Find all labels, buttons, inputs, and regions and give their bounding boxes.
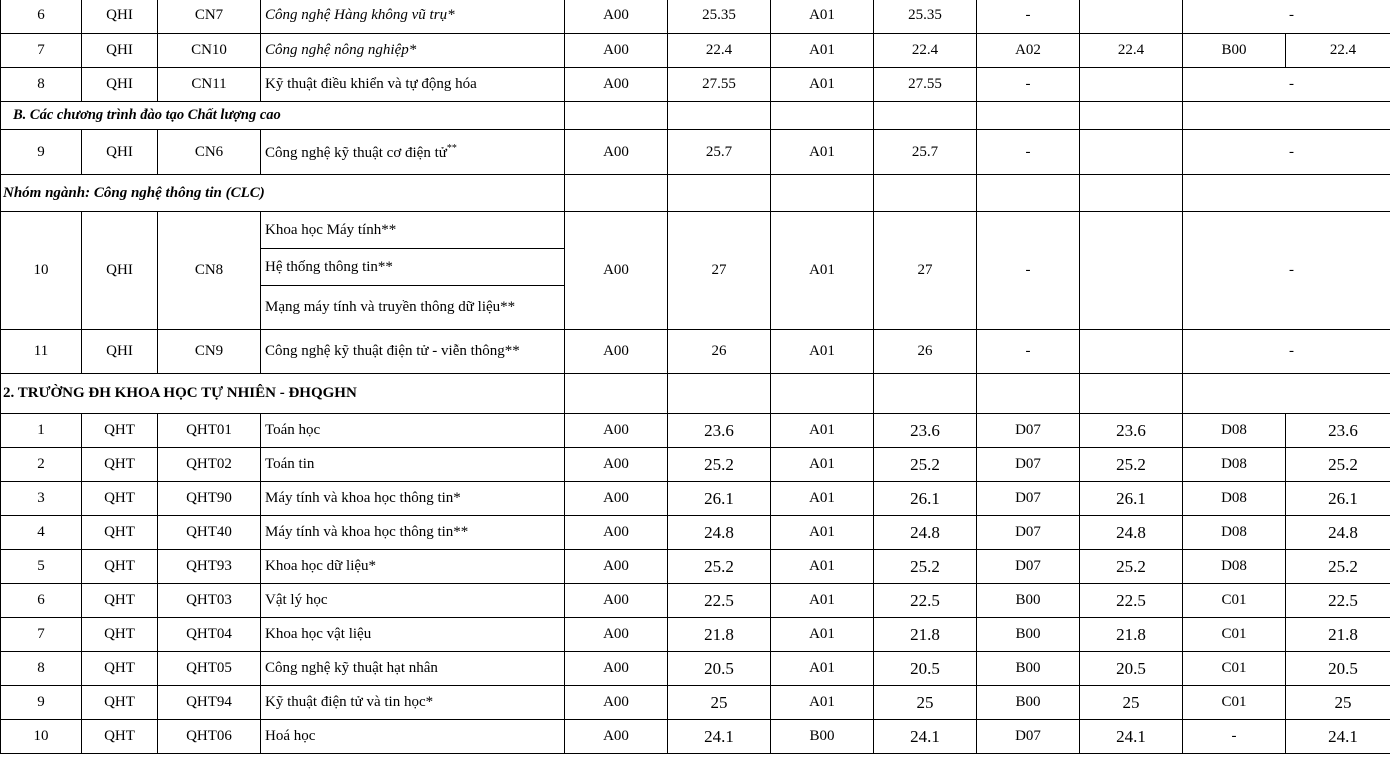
combo-2-cell: A01 bbox=[771, 0, 874, 34]
stt-cell: 7 bbox=[1, 618, 82, 652]
empty-cell bbox=[977, 102, 1080, 130]
score-2-cell: 24.1 bbox=[874, 720, 977, 754]
combo-3-cell: D07 bbox=[977, 448, 1080, 482]
score-3-cell: 25.2 bbox=[1080, 550, 1183, 584]
major-name-cell: Kỹ thuật điện tử và tin học* bbox=[261, 686, 565, 720]
combo-2-cell: A01 bbox=[771, 482, 874, 516]
major-code-cell: QHT06 bbox=[158, 720, 261, 754]
combo-2-cell: A01 bbox=[771, 68, 874, 102]
major-name-cell: Vật lý học bbox=[261, 584, 565, 618]
major-code-cell: QHT03 bbox=[158, 584, 261, 618]
empty-cell bbox=[1080, 374, 1183, 414]
score-4-cell: 25.2 bbox=[1286, 448, 1390, 482]
combo-1-cell: A00 bbox=[565, 482, 668, 516]
combo-2-cell: A01 bbox=[771, 686, 874, 720]
combo-3-cell: - bbox=[977, 0, 1080, 34]
score-2-cell: 20.5 bbox=[874, 652, 977, 686]
major-code-cell: QHT93 bbox=[158, 550, 261, 584]
combo-3-cell: D07 bbox=[977, 414, 1080, 448]
combo-4-cell: - bbox=[1183, 130, 1390, 175]
combo-1-cell: A00 bbox=[565, 130, 668, 175]
score-1-cell: 24.8 bbox=[668, 516, 771, 550]
combo-1-cell: A00 bbox=[565, 584, 668, 618]
combo-3-cell: B00 bbox=[977, 686, 1080, 720]
major-code-cell: QHT01 bbox=[158, 414, 261, 448]
table-row bbox=[1, 516, 1390, 550]
major-code-cell: CN10 bbox=[158, 34, 261, 68]
score-2-cell: 23.6 bbox=[874, 414, 977, 448]
empty-cell bbox=[874, 374, 977, 414]
empty-cell bbox=[565, 374, 668, 414]
score-4-cell: 26.1 bbox=[1286, 482, 1390, 516]
combo-4-cell: - bbox=[1183, 212, 1390, 330]
empty-cell bbox=[1183, 102, 1390, 130]
major-name-cell: Hoá học bbox=[261, 720, 565, 754]
score-1-cell: 25.35 bbox=[668, 0, 771, 34]
combo-1-cell: A00 bbox=[565, 720, 668, 754]
score-2-cell: 27.55 bbox=[874, 68, 977, 102]
stt-cell: 11 bbox=[1, 330, 82, 374]
school-code-cell: QHT bbox=[82, 618, 158, 652]
combo-3-cell: B00 bbox=[977, 618, 1080, 652]
score-2-cell: 26 bbox=[874, 330, 977, 374]
section-row bbox=[1, 102, 1390, 130]
combo-1-cell: A00 bbox=[565, 414, 668, 448]
combo-4-cell: C01 bbox=[1183, 584, 1286, 618]
table-row bbox=[1, 618, 1390, 652]
score-3-cell: 22.4 bbox=[1080, 34, 1183, 68]
empty-cell bbox=[1080, 102, 1183, 130]
section-b-title: B. Các chương trình đào tạo Chất lượng cao bbox=[1, 102, 565, 130]
major-name-cell: Toán học bbox=[261, 414, 565, 448]
score-1-cell: 25 bbox=[668, 686, 771, 720]
score-2-cell: 22.5 bbox=[874, 584, 977, 618]
stt-cell: 8 bbox=[1, 68, 82, 102]
stt-cell: 8 bbox=[1, 652, 82, 686]
empty-cell bbox=[565, 102, 668, 130]
major-code-cell: CN9 bbox=[158, 330, 261, 374]
score-3-cell: 24.8 bbox=[1080, 516, 1183, 550]
stt-cell: 10 bbox=[1, 212, 82, 330]
major-code-cell: CN7 bbox=[158, 0, 261, 34]
score-4-cell: 22.4 bbox=[1286, 34, 1390, 68]
empty-cell bbox=[668, 102, 771, 130]
combo-3-cell: D07 bbox=[977, 482, 1080, 516]
score-4-cell: 24.8 bbox=[1286, 516, 1390, 550]
score-4-cell: 25 bbox=[1286, 686, 1390, 720]
score-3-cell: 25.2 bbox=[1080, 448, 1183, 482]
group-clc-title: Nhóm ngành: Công nghệ thông tin (CLC) bbox=[1, 175, 565, 212]
score-2-cell: 24.8 bbox=[874, 516, 977, 550]
score-1-cell: 22.4 bbox=[668, 34, 771, 68]
section-row bbox=[1, 374, 1390, 414]
school-code-cell: QHT bbox=[82, 448, 158, 482]
score-1-cell: 20.5 bbox=[668, 652, 771, 686]
major-name-cell: Mạng máy tính và truyền thông dữ liệu** bbox=[261, 286, 565, 330]
empty-cell bbox=[668, 175, 771, 212]
combo-1-cell: A00 bbox=[565, 686, 668, 720]
score-1-cell: 22.5 bbox=[668, 584, 771, 618]
score-2-cell: 22.4 bbox=[874, 34, 977, 68]
combo-4-cell: C01 bbox=[1183, 686, 1286, 720]
table-row bbox=[1, 652, 1390, 686]
score-2-cell: 25.2 bbox=[874, 550, 977, 584]
table-row bbox=[1, 482, 1390, 516]
stt-cell: 7 bbox=[1, 34, 82, 68]
empty-cell bbox=[771, 102, 874, 130]
combo-1-cell: A00 bbox=[565, 448, 668, 482]
combo-4-cell: D08 bbox=[1183, 414, 1286, 448]
stt-cell: 10 bbox=[1, 720, 82, 754]
score-4-cell: 23.6 bbox=[1286, 414, 1390, 448]
score-1-cell: 27 bbox=[668, 212, 771, 330]
footnote-mark: ** bbox=[446, 142, 457, 154]
table-row bbox=[1, 330, 1390, 374]
combo-2-cell: A01 bbox=[771, 212, 874, 330]
score-2-cell: 25 bbox=[874, 686, 977, 720]
school-code-cell: QHT bbox=[82, 550, 158, 584]
table-row bbox=[1, 584, 1390, 618]
major-name-cell: Công nghệ Hàng không vũ trụ* bbox=[261, 0, 565, 34]
stt-cell: 4 bbox=[1, 516, 82, 550]
score-4-cell: 24.1 bbox=[1286, 720, 1390, 754]
combo-4-cell: D08 bbox=[1183, 550, 1286, 584]
combo-3-cell: D07 bbox=[977, 516, 1080, 550]
score-1-cell: 26.1 bbox=[668, 482, 771, 516]
major-code-cell: QHT90 bbox=[158, 482, 261, 516]
score-2-cell: 25.2 bbox=[874, 448, 977, 482]
major-code-cell: QHT94 bbox=[158, 686, 261, 720]
major-name-cell: Công nghệ kỹ thuật hạt nhân bbox=[261, 652, 565, 686]
school-code-cell: QHT bbox=[82, 720, 158, 754]
school-code-cell: QHT bbox=[82, 686, 158, 720]
empty-cell bbox=[1183, 175, 1390, 212]
combo-2-cell: B00 bbox=[771, 720, 874, 754]
score-3-cell: 26.1 bbox=[1080, 482, 1183, 516]
empty-cell bbox=[1183, 374, 1390, 414]
major-name-text: Công nghệ kỹ thuật cơ điện tử bbox=[265, 144, 447, 161]
combo-3-cell: D07 bbox=[977, 550, 1080, 584]
empty-cell bbox=[771, 175, 874, 212]
major-name-cell: Hệ thống thông tin** bbox=[261, 249, 565, 286]
stt-cell: 5 bbox=[1, 550, 82, 584]
combo-3-cell: - bbox=[977, 68, 1080, 102]
combo-4-cell: - bbox=[1183, 720, 1286, 754]
combo-4-cell: - bbox=[1183, 0, 1390, 34]
score-3-cell: 24.1 bbox=[1080, 720, 1183, 754]
empty-cell bbox=[874, 175, 977, 212]
combo-1-cell: A00 bbox=[565, 0, 668, 34]
score-1-cell: 21.8 bbox=[668, 618, 771, 652]
combo-2-cell: A01 bbox=[771, 330, 874, 374]
major-code-cell: QHT02 bbox=[158, 448, 261, 482]
stt-cell: 1 bbox=[1, 414, 82, 448]
score-3-cell bbox=[1080, 212, 1183, 330]
section-2-title: 2. TRƯỜNG ĐH KHOA HỌC TỰ NHIÊN - ĐHQGHN bbox=[1, 374, 565, 414]
school-code-cell: QHT bbox=[82, 584, 158, 618]
school-code-cell: QHT bbox=[82, 482, 158, 516]
combo-2-cell: A01 bbox=[771, 652, 874, 686]
combo-3-cell: - bbox=[977, 330, 1080, 374]
combo-4-cell: D08 bbox=[1183, 448, 1286, 482]
score-3-cell bbox=[1080, 0, 1183, 34]
combo-2-cell: A01 bbox=[771, 550, 874, 584]
table-row bbox=[1, 550, 1390, 584]
table-row bbox=[1, 720, 1390, 754]
school-code-cell: QHI bbox=[82, 212, 158, 330]
section-row bbox=[1, 175, 1390, 212]
score-3-cell: 20.5 bbox=[1080, 652, 1183, 686]
score-1-cell: 25.2 bbox=[668, 550, 771, 584]
score-2-cell: 21.8 bbox=[874, 618, 977, 652]
table-row bbox=[1, 212, 1390, 249]
major-name-cell: Toán tin bbox=[261, 448, 565, 482]
score-1-cell: 24.1 bbox=[668, 720, 771, 754]
stt-cell: 3 bbox=[1, 482, 82, 516]
score-4-cell: 20.5 bbox=[1286, 652, 1390, 686]
school-code-cell: QHT bbox=[82, 414, 158, 448]
major-name-cell: Máy tính và khoa học thông tin* bbox=[261, 482, 565, 516]
combo-3-cell: A02 bbox=[977, 34, 1080, 68]
major-code-cell: CN11 bbox=[158, 68, 261, 102]
combo-2-cell: A01 bbox=[771, 516, 874, 550]
combo-4-cell: - bbox=[1183, 68, 1390, 102]
school-code-cell: QHI bbox=[82, 34, 158, 68]
empty-cell bbox=[977, 175, 1080, 212]
score-3-cell bbox=[1080, 330, 1183, 374]
qht-rows bbox=[1, 414, 1390, 754]
table-row bbox=[1, 414, 1390, 448]
combo-4-cell: C01 bbox=[1183, 618, 1286, 652]
combo-2-cell: A01 bbox=[771, 584, 874, 618]
combo-3-cell: - bbox=[977, 130, 1080, 175]
school-code-cell: QHI bbox=[82, 330, 158, 374]
empty-cell bbox=[771, 374, 874, 414]
table-row bbox=[1, 686, 1390, 720]
major-name-cell: Khoa học Máy tính** bbox=[261, 212, 565, 249]
empty-cell bbox=[874, 102, 977, 130]
major-code-cell: QHT40 bbox=[158, 516, 261, 550]
score-1-cell: 23.6 bbox=[668, 414, 771, 448]
school-code-cell: QHT bbox=[82, 516, 158, 550]
combo-4-cell: - bbox=[1183, 330, 1390, 374]
school-code-cell: QHI bbox=[82, 68, 158, 102]
combo-3-cell: B00 bbox=[977, 652, 1080, 686]
score-4-cell: 25.2 bbox=[1286, 550, 1390, 584]
school-code-cell: QHI bbox=[82, 0, 158, 34]
stt-cell: 6 bbox=[1, 584, 82, 618]
school-code-cell: QHT bbox=[82, 652, 158, 686]
major-name-cell: Kỹ thuật điều khiển và tự động hóa bbox=[261, 68, 565, 102]
major-name-cell bbox=[261, 130, 565, 175]
score-2-cell: 25.35 bbox=[874, 0, 977, 34]
score-3-cell bbox=[1080, 68, 1183, 102]
combo-1-cell: A00 bbox=[565, 516, 668, 550]
combo-3-cell: D07 bbox=[977, 720, 1080, 754]
empty-cell bbox=[977, 374, 1080, 414]
combo-4-cell: B00 bbox=[1183, 34, 1286, 68]
score-3-cell: 21.8 bbox=[1080, 618, 1183, 652]
major-name-cell: Khoa học vật liệu bbox=[261, 618, 565, 652]
table-row bbox=[1, 448, 1390, 482]
major-code-cell: QHT04 bbox=[158, 618, 261, 652]
combo-4-cell: D08 bbox=[1183, 516, 1286, 550]
major-code-cell: CN6 bbox=[158, 130, 261, 175]
combo-1-cell: A00 bbox=[565, 618, 668, 652]
score-4-cell: 22.5 bbox=[1286, 584, 1390, 618]
combo-1-cell: A00 bbox=[565, 330, 668, 374]
score-1-cell: 27.55 bbox=[668, 68, 771, 102]
table-row bbox=[1, 68, 1390, 102]
empty-cell bbox=[668, 374, 771, 414]
table-row bbox=[1, 34, 1390, 68]
school-code-cell: QHI bbox=[82, 130, 158, 175]
combo-3-cell: - bbox=[977, 212, 1080, 330]
score-1-cell: 25.2 bbox=[668, 448, 771, 482]
major-code-cell: CN8 bbox=[158, 212, 261, 330]
combo-3-cell: B00 bbox=[977, 584, 1080, 618]
score-3-cell bbox=[1080, 130, 1183, 175]
combo-4-cell: D08 bbox=[1183, 482, 1286, 516]
score-4-cell: 21.8 bbox=[1286, 618, 1390, 652]
combo-4-cell: C01 bbox=[1183, 652, 1286, 686]
score-3-cell: 23.6 bbox=[1080, 414, 1183, 448]
combo-1-cell: A00 bbox=[565, 550, 668, 584]
stt-cell: 9 bbox=[1, 686, 82, 720]
combo-2-cell: A01 bbox=[771, 130, 874, 175]
stt-cell: 6 bbox=[1, 0, 82, 34]
combo-1-cell: A00 bbox=[565, 68, 668, 102]
score-2-cell: 26.1 bbox=[874, 482, 977, 516]
table-row bbox=[1, 0, 1390, 34]
stt-cell: 2 bbox=[1, 448, 82, 482]
major-name-cell: Công nghệ nông nghiệp* bbox=[261, 34, 565, 68]
combo-1-cell: A00 bbox=[565, 34, 668, 68]
combo-2-cell: A01 bbox=[771, 448, 874, 482]
score-1-cell: 26 bbox=[668, 330, 771, 374]
combo-2-cell: A01 bbox=[771, 34, 874, 68]
combo-1-cell: A00 bbox=[565, 212, 668, 330]
combo-2-cell: A01 bbox=[771, 414, 874, 448]
score-3-cell: 22.5 bbox=[1080, 584, 1183, 618]
empty-cell bbox=[1080, 175, 1183, 212]
table-row bbox=[1, 130, 1390, 175]
score-3-cell: 25 bbox=[1080, 686, 1183, 720]
empty-cell bbox=[565, 175, 668, 212]
major-code-cell: QHT05 bbox=[158, 652, 261, 686]
score-2-cell: 25.7 bbox=[874, 130, 977, 175]
major-name-cell: Công nghệ kỹ thuật điện tử - viễn thông** bbox=[261, 330, 565, 374]
major-name-cell: Khoa học dữ liệu* bbox=[261, 550, 565, 584]
combo-1-cell: A00 bbox=[565, 652, 668, 686]
score-1-cell: 25.7 bbox=[668, 130, 771, 175]
combo-2-cell: A01 bbox=[771, 618, 874, 652]
score-2-cell: 27 bbox=[874, 212, 977, 330]
stt-cell: 9 bbox=[1, 130, 82, 175]
major-name-cell: Máy tính và khoa học thông tin** bbox=[261, 516, 565, 550]
